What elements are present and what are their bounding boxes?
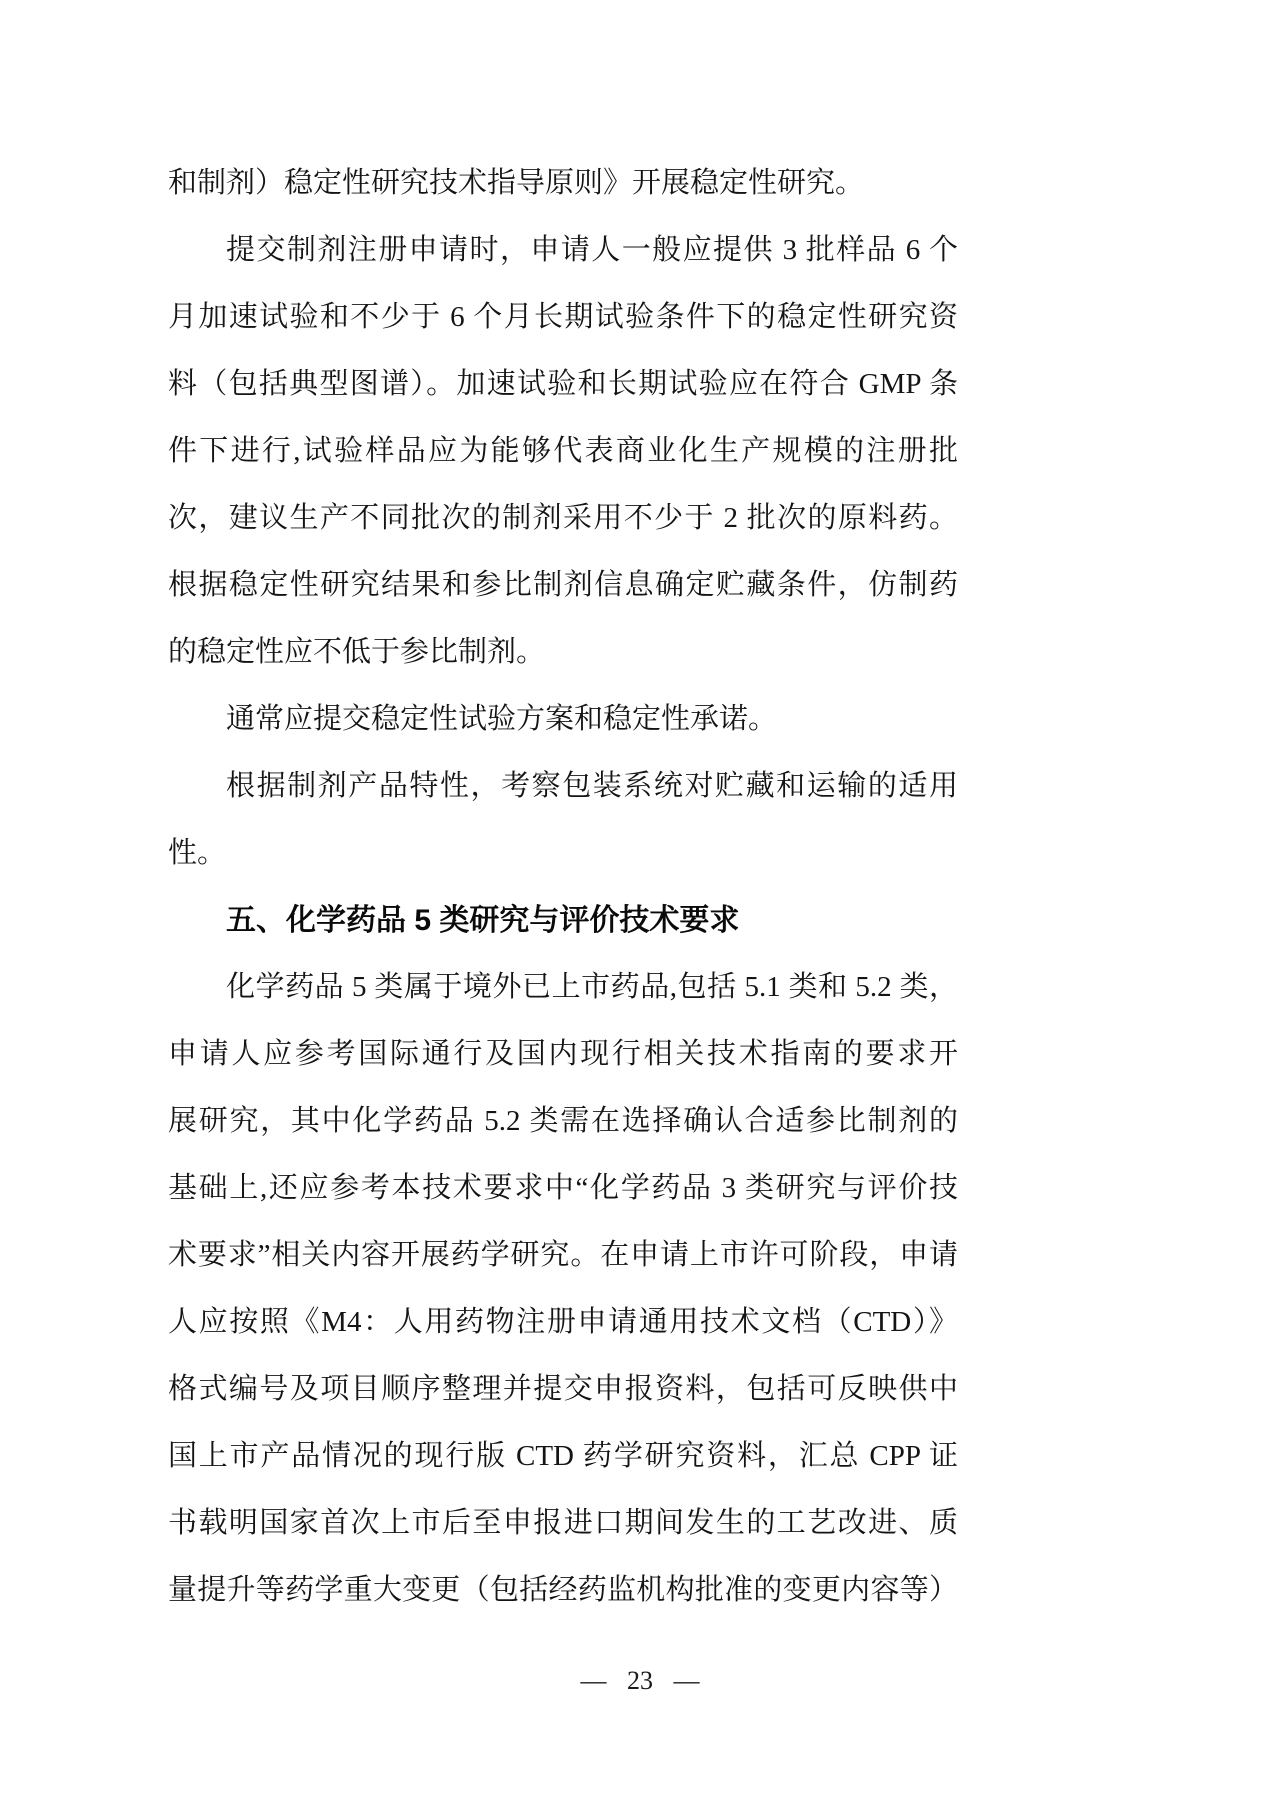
page-number: — 23 —	[580, 1666, 700, 1695]
text-line: 通常应提交稳定性试验方案和稳定性承诺。	[226, 703, 778, 735]
text-line: 基础上,还应参考本技术要求中“化学药品 3 类研究与评价技	[168, 1172, 958, 1204]
text-line: 格式编号及项目顺序整理并提交申报资料，包括可反映供中	[168, 1373, 958, 1405]
text-line: 月加速试验和不少于 6 个月长期试验条件下的稳定性研究资	[168, 301, 958, 333]
text-line: 国上市产品情况的现行版 CTD 药学研究资料，汇总 CPP 证	[168, 1440, 958, 1472]
text-line: 化学药品 5 类属于境外已上市药品,包括 5.1 类和 5.2 类，	[226, 971, 958, 1003]
text-line: 量提升等药学重大变更（包括经药监机构批准的变更内容等）	[168, 1574, 958, 1606]
page-body-text	[168, 150, 958, 1624]
text-line: 根据制剂产品特性，考察包装系统对贮藏和运输的适用	[226, 770, 958, 802]
section-heading: 五、化学药品 5 类研究与评价技术要求	[226, 904, 740, 937]
text-line: 书载明国家首次上市后至申报进口期间发生的工艺改进、质	[168, 1507, 958, 1539]
text-line: 和制剂）稳定性研究技术指导原则》开展稳定性研究。	[168, 167, 865, 199]
text-line: 料（包括典型图谱）。加速试验和长期试验应在符合 GMP 条	[168, 368, 958, 400]
text-line: 人应按照《M4：人用药物注册申请通用技术文档（CTD）》	[168, 1306, 958, 1338]
text-line: 申请人应参考国际通行及国内现行相关技术指南的要求开	[168, 1038, 958, 1070]
text-line: 的稳定性应不低于参比制剂。	[168, 636, 546, 668]
text-line: 根据稳定性研究结果和参比制剂信息确定贮藏条件，仿制药	[168, 569, 958, 601]
text-line: 件下进行,试验样品应为能够代表商业化生产规模的注册批	[168, 435, 958, 467]
text-line: 展研究，其中化学药品 5.2 类需在选择确认合适参比制剂的	[168, 1105, 958, 1137]
text-line: 术要求”相关内容开展药学研究。在申请上市许可阶段，申请	[168, 1239, 958, 1271]
text-line: 提交制剂注册申请时，申请人一般应提供 3 批样品 6 个	[226, 234, 958, 266]
text-line: 性。	[168, 837, 227, 869]
text-line: 次，建议生产不同批次的制剂采用不少于 2 批次的原料药。	[168, 502, 958, 534]
